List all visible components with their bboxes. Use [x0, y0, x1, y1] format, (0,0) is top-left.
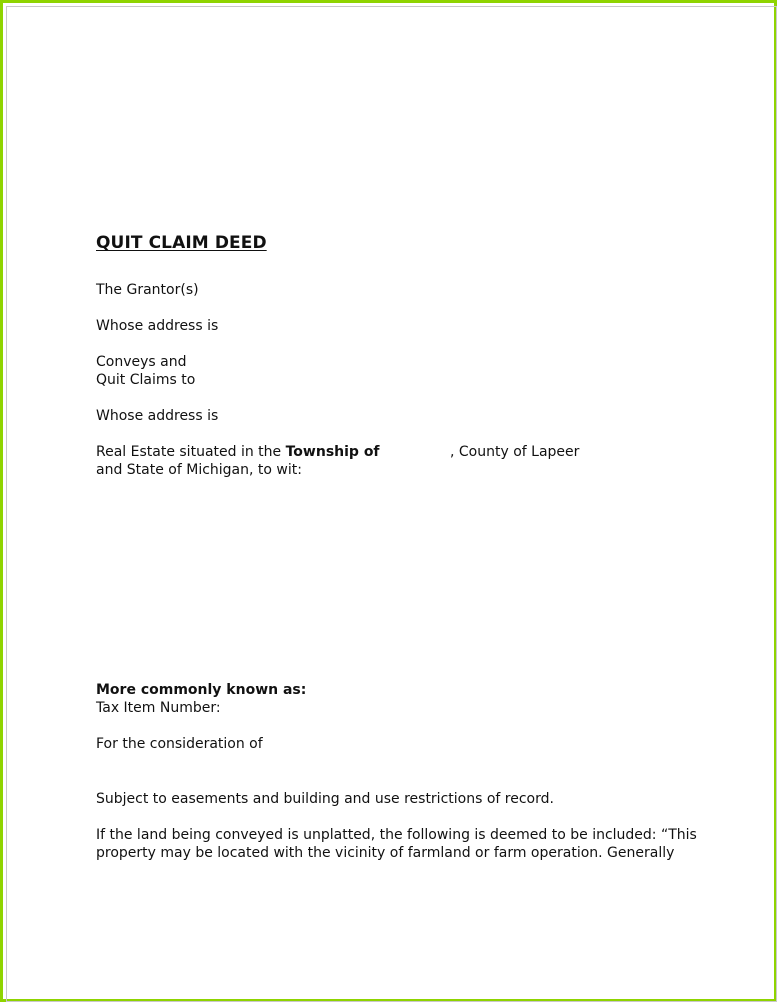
unplatted-line-1: If the land being conveyed is unplatted, the following is deemed to be included: “This: [96, 827, 697, 843]
conveys-line-2: Quit Claims to: [96, 372, 196, 388]
grantor-label: The Grantor(s): [96, 282, 199, 298]
tax-item-label: Tax Item Number:: [96, 700, 221, 716]
conveys-line-1: Conveys and: [96, 354, 187, 370]
grantor-address-label: Whose address is: [96, 318, 219, 334]
grantee-address-label: Whose address is: [96, 408, 219, 424]
county-text: , County of Lapeer: [450, 444, 580, 460]
subject-to-text: Subject to easements and building and use restrictions of record.: [96, 791, 554, 807]
consideration-label: For the consideration of: [96, 736, 263, 752]
real-estate-prefix: Real Estate situated in the: [96, 444, 286, 460]
commonly-known-label: More commonly known as:: [96, 682, 307, 698]
township-label: Township of: [285, 444, 380, 460]
state-line: and State of Michigan, to wit:: [96, 462, 302, 478]
real-estate-line: [96, 443, 696, 461]
unplatted-line-2: property may be located with the vicinity of farmland or farm operation. Generally: [96, 845, 675, 861]
document-title: QUIT CLAIM DEED: [96, 233, 267, 253]
